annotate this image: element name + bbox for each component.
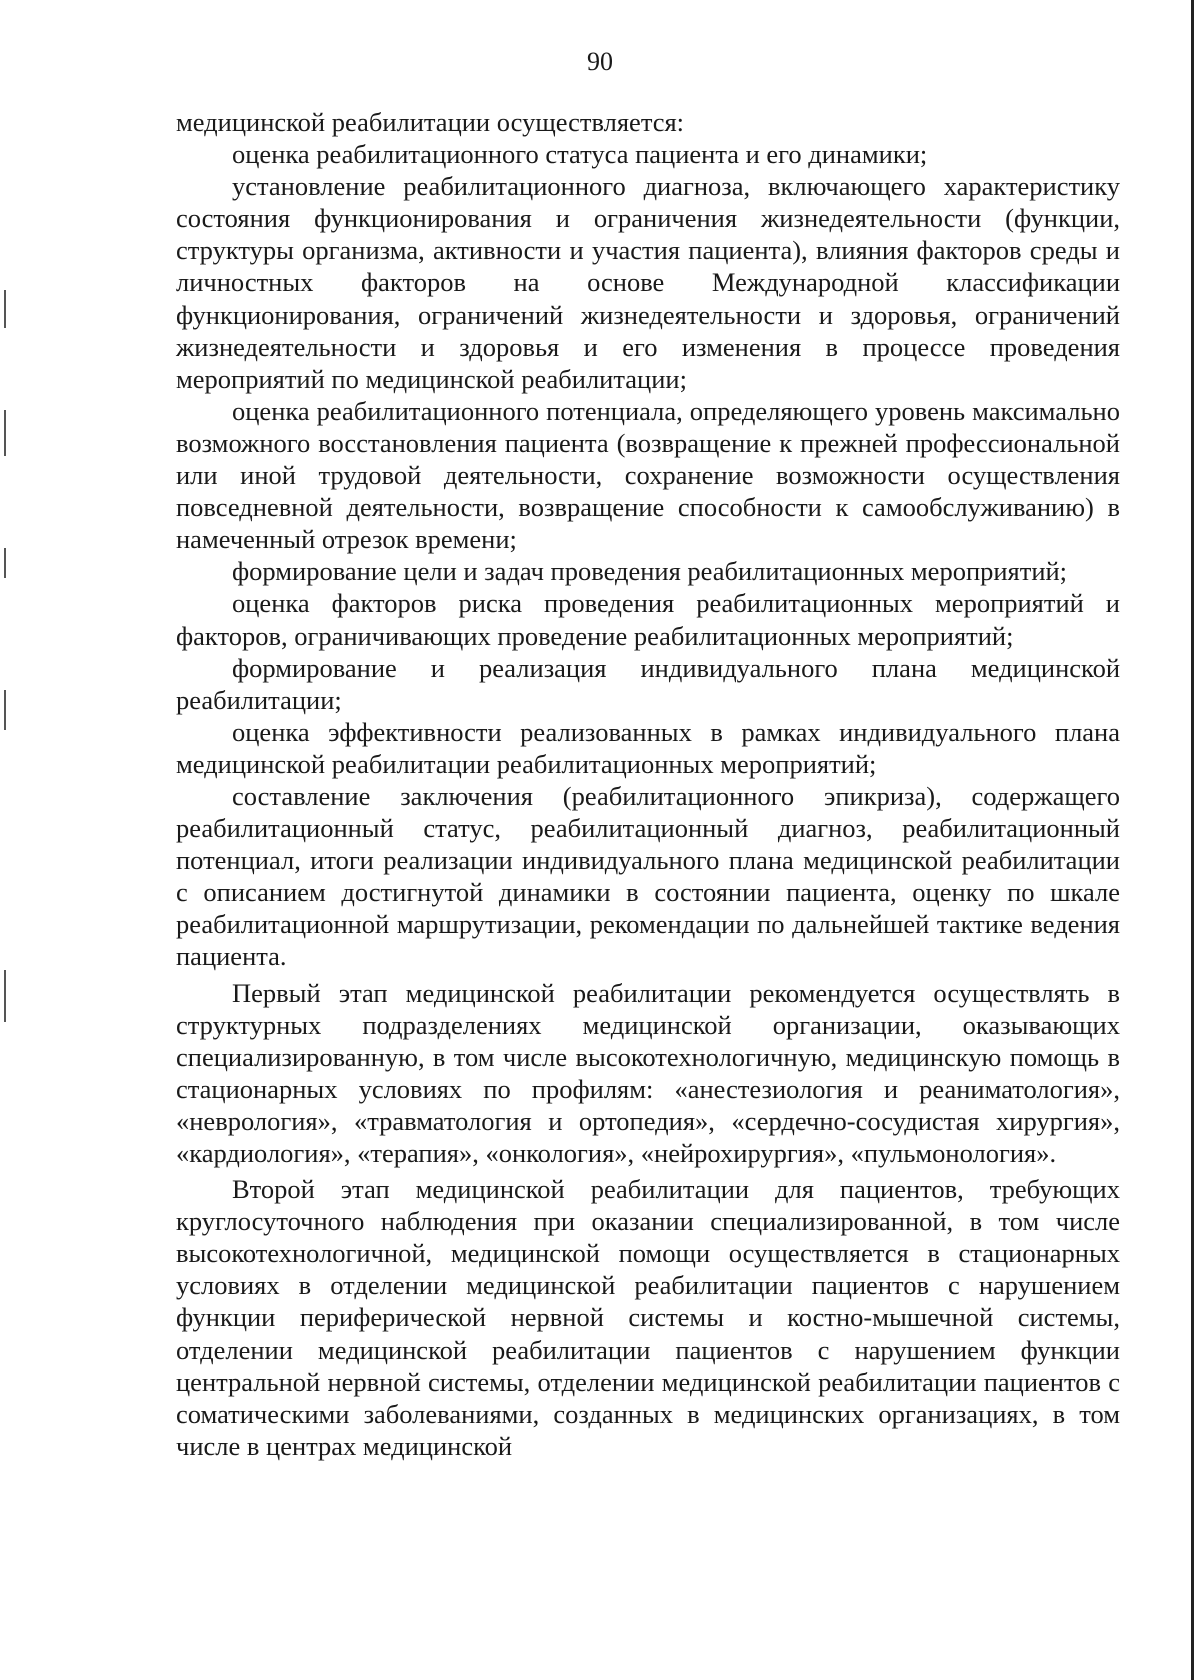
document-body — [176, 106, 1120, 1462]
paragraph: медицинской реабилитации осуществляется: — [176, 107, 685, 137]
scan-mark — [4, 410, 6, 456]
scan-border — [1191, 0, 1194, 1680]
paragraph: формирование цели и задач проведения реабилитационных мероприятий; — [232, 556, 1068, 587]
scan-mark — [4, 690, 6, 730]
page-number: 90 — [587, 47, 613, 76]
paragraph: оценка реабилитационного потенциала, определяющего уровень максимально возможного восстановления пациента (возвращение к прежней профессиональной или иной трудовой деятельности, сохранение возможности осуществления повседневной деятельности, возвращение способности к самообслуживанию) в намеченный отрезок времени; — [176, 395, 1120, 555]
scan-mark — [4, 290, 6, 328]
paragraph: оценка факторов риска проведения реабилитационных мероприятий и факторов, ограничивающих проведение реабилитационных мероприятий; — [176, 588, 1120, 651]
paragraph: оценка реабилитационного статуса пациента и его динамики; — [232, 139, 928, 170]
paragraph: установление реабилитационного диагноза, включающего характеристику состояния функционирования и ограничения жизнедеятельности (функции, структуры организма, активности и участия пациента), влияния факторов среды и личностных факторов на основе Международной классификации функционирования, ограничений жизнедеятельности и здоровья, ограничений жизнедеятельности и здоровья и его изменения в процессе проведения мероприятий по медицинской реабилитации; — [176, 171, 1120, 394]
scan-mark — [4, 548, 6, 578]
paragraph: Второй этап медицинской реабилитации для пациентов, требующих круглосуточного наблюдения при оказании специализированной, в том числе высокотехнологичной, медицинской помощи осуществляется в стационарных условиях в отделении медицинской реабилитации пациентов с нарушением функции периферической нервной системы и костно-мышечной системы, отделении медицинской реабилитации пациентов с нарушением функции центральной нервной системы, отделении медицинской реабилитации пациентов с соматическими заболеваниями, созданных в медицинских организациях, в том числе в центрах медицинской — [176, 1174, 1120, 1461]
paragraph: Первый этап медицинской реабилитации рекомендуется осуществлять в структурных подразделениях медицинской организации, оказывающих специализированную, в том числе высокотехнологичную, медицинскую помощь в стационарных условиях по профилям: «анестезиология и реаниматология», «неврология», «травматология и ортопедия», «сердечно-сосудистая хирургия», «кардиология», «терапия», «онкология», «нейрохирургия», «пульмонология». — [176, 977, 1120, 1168]
paragraph: составление заключения (реабилитационного эпикриза), содержащего реабилитационный статус, реабилитационный диагноз, реабилитационный потенциал, итоги реализации индивидуального плана медицинской реабилитации с описанием достигнутой динамики в состоянии пациента, оценку по шкале реабилитационной маршрутизации, рекомендации по дальнейшей тактике ведения пациента. — [176, 780, 1120, 972]
paragraph: оценка эффективности реализованных в рамках индивидуального плана медицинской реабилитации реабилитационных мероприятий; — [176, 716, 1120, 779]
scan-mark — [4, 970, 6, 1022]
paragraph: формирование и реализация индивидуального плана медицинской реабилитации; — [176, 652, 1120, 715]
